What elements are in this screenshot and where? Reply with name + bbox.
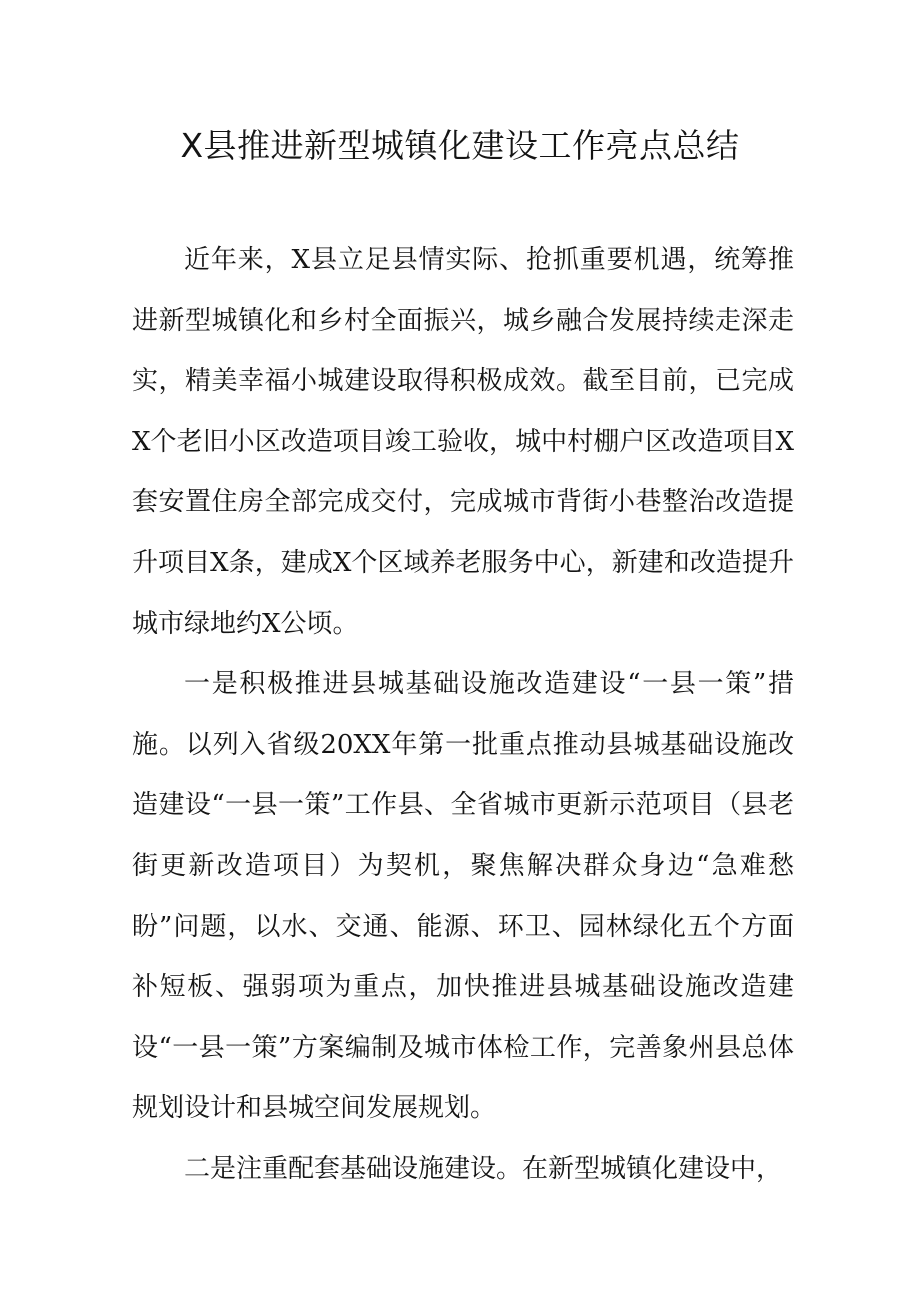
document-body [132, 230, 794, 1200]
paragraph-point-one: 一是积极推进县城基础设施改造建设“一县一策”措施。以列入省级20XX年第一批重点推动县城基础设施改造建设“一县一策”工作县、全省城市更新示范项目（县老街更新改造项目）为契机，聚焦解决群众身边“急难愁盼”问题，以水、交通、能源、环卫、园林绿化五个方面补短板、强弱项为重点，加快推进县城基础设施改造建设“一县一策”方案编制及城市体检工作，完善象州县总体规划设计和县城空间发展规划。 [132, 669, 794, 1124]
document-title: X县推进新型城镇化建设工作亮点总结 [180, 126, 740, 165]
paragraph-point-two: 二是注重配套基础设施建设。在新型城镇化建设中， [184, 1153, 783, 1184]
paragraph-intro: 近年来，X县立足县情实际、抢抓重要机遇，统筹推进新型城镇化和乡村全面振兴，城乡融合发展持续走深走实，精美幸福小城建设取得积极成效。截至目前，已完成X个老旧小区改造项目竣工验收，城中村棚户区改造项目X套安置住房全部完成交付，完成城市背街小巷整治改造提升项目X条，建成X个区域养老服务中心，新建和改造提升城市绿地约X公顷。 [132, 245, 794, 639]
